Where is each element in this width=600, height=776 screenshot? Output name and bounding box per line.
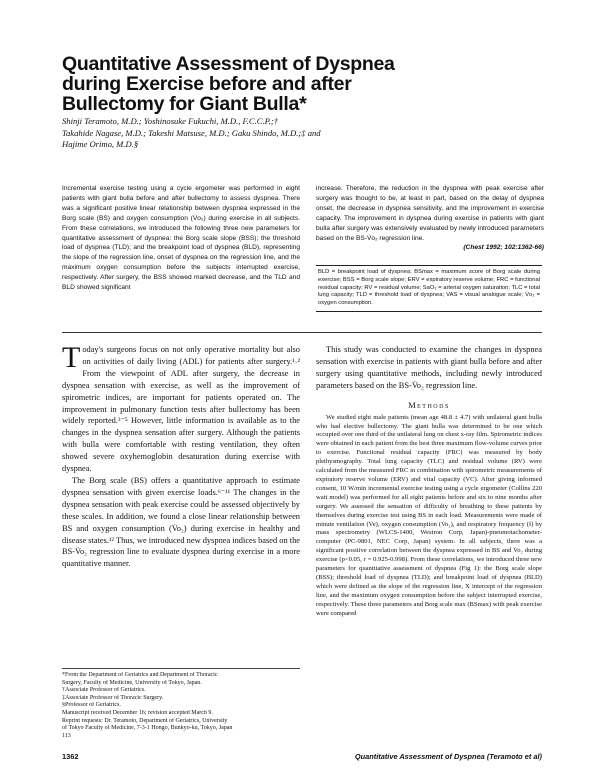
abbreviations-box: BLD = breakpoint load of dyspnea; BSmax = maximum score of Borg scale during exercise; BSS = Borg scale slope; ERV = expiratory reserve volume; FRC = functional residual capacity; RV = residual volume; SaO₂ = arterial oxygen saturation; TLC = total lung capacity; TLD = threshold load of dyspnea; VAS = visual analogue scale; V̇o₂ = oxygen consumption. <box>316 265 542 312</box>
drop-cap: T <box>62 341 81 374</box>
running-footer: Quantitative Assessment of Dyspnea (Teramoto et al) <box>354 752 542 761</box>
intro-left-column <box>62 341 300 570</box>
footnote-reprint-zip: 113 <box>62 732 71 739</box>
page-number: 1362 <box>62 752 79 761</box>
abstract-citation: (Chest 1992; 102:1362-66) <box>463 244 544 252</box>
author-list <box>62 116 462 151</box>
right-column <box>316 344 542 618</box>
footnote-manuscript: Manuscript received December 16; revision accepted March 9. <box>62 709 213 716</box>
footnote-reprint-cont: of Tokyo Faculty of Medicine, 7-3-1 Hongo, Bunkyo-ku, Tokyo, Japan <box>62 725 233 732</box>
author-line-1: Shinji Teramoto, M.D.; Yoshinosuke Fukuchi, M.D., F.C.C.P.;† <box>62 116 279 126</box>
article-title <box>62 54 482 114</box>
footnote-section: §Professor of Geriatrics. <box>62 702 121 709</box>
title-line-1: Quantitative Assessment of Dyspnea <box>62 53 395 75</box>
footnotes <box>62 668 300 740</box>
author-line-2: Takahide Nagase, M.D.; Takeshi Matsuse, M.D.; Gaku Shindo, M.D.;‡ and <box>62 127 321 138</box>
intro-paragraph-3: This study was conducted to examine the changes in dyspnea sensation with exercise in patients with giant bulla before and after surgery using quantitative methods, including newly introduced parameters based on the BS-V̇o₂ regression line. <box>316 345 542 390</box>
footnote-dagger: †Associate Professor of Geriatrics. <box>62 687 146 694</box>
methods-text: We studied eight male patients (mean age 48.8 ± 4.7) with unilateral giant bulla who had elective bullectomy. The giant bulla was determined to be one which occupied over one third of the unilateral lung on chest x-ray film. Spirometric indices were obtained in each patient from the best three maximum flow-volume curves prior to exercise. Functional residual capacity (FRC) was measured by body plethysmography. Total lung capacity (TLC) and residual volume (RV) were calculated from the measured FRC in combination with spirometric measurements of expiratory reserve volume (ERV) and vital capacity (VC). After giving informed consent, 10 W/min incremental exercise testing using a cycle ergometer (Collins 220 watt model) was performed for all eight patients before and six to nine months after surgery. We assessed the sensation of difficulty of breathing to these patients by themselves during exercise test using BS in each load. Measurements were made of minute ventilation (V̇e), oxygen consumption (V̇o₂), and respiratory frequency (f) by mass spectrometry (WLCS-1400, Westron Corp, Japan)-pneumotachometer-computer (PC-9801, NEC Corp, Japan) system. In all subjects, there was a significant positive correlation between the dyspnea expressed in BS and V̇o₂ during exercise (p<0.05, r = 0.925-0.998). From these correlations, we introduced three new parameters for quantitative assessment of dyspnea (Fig 1): the Borg scale slope (BSS); threshold load of dyspnea (TLD); and breakpoint load of dyspnea (BLD) which were defined as the slope of the regression line, X intercept of the regression line, and the maximum oxygen consumption before the subject interrupted exercise, respectively. These three parameters and Borg scale max (BSmax) with peak exercise were compared <box>316 413 542 617</box>
title-line-2: during Exercise before and after <box>62 73 352 95</box>
author-line-3: Hajime Orimo, M.D.§ <box>62 139 139 149</box>
footnote-affiliation: *From the Department of Geriatrics and Department of Thoracic <box>62 672 218 678</box>
methods-heading: Methods <box>408 400 450 410</box>
footnote-reprint: Reprint requests: Dr. Teramoto, Department of Geriatrics, University <box>62 717 228 724</box>
abstract-left-column: Incremental exercise testing using a cycle ergometer was performed in eight patients with giant bulla before and after bullectomy to assess dyspnea. There was a significant positive linear relationship between dyspnea expressed in the Borg scale (BS) and oxygen consumption (V̇o₂) during exercise in all subjects. From these correlations, we introduced the following three new parameters for quantitative assessment of dyspnea: the Borg scale slope (BSS); the threshold load of dyspnea (TLD); and the breakpoint load of dyspnea (BLD), representing the slope of the regression line, onset of dyspnea on the regression line, and the maximum oxygen consumption before the subjects interrupted exercise, respectively. After surgery, the BSS showed marked decrease, and the TLD and BLD showed significant <box>62 185 300 292</box>
abstract-right-text: increase. Therefore, the reduction in the dyspnea with peak exercise after surgery was thought to be, at least in part, based on the delay of dyspnea onset, the decrease in dyspnea sensitivity, and the improvement in exercise capacity. The improvement in dyspnea during exercise in patients with giant bulla after surgery was extensively evaluated by newly introduced parameters based on the BS-V̇o₂ regression line. <box>316 185 544 242</box>
section-divider <box>62 332 542 333</box>
intro-paragraph-1 <box>62 341 300 475</box>
footnote-double-dagger: ‡Associate Professor of Thoracic Surgery. <box>62 694 164 701</box>
abstract-right-column <box>316 184 544 253</box>
intro-paragraph-2: The Borg scale (BS) offers a quantitative approach to estimate dyspnea sensation with given exercise loads.⁶⁻¹¹ The changes in the dyspnea sensation with peak exercise could be assessed objectively by these scales. In addition, we found a close linear relationship between BS and oxygen consumption (V̇o₂) during exercise in healthy and disease states.¹² Thus, we introduced new dyspnea indices based on the BS-V̇o₂ regression line to evaluate dyspnea during exercise in a more quantitative manner. <box>62 475 300 569</box>
footnote-affiliation-cont: Surgery, Faculty of Medicine, University of Tokyo, Japan. <box>62 679 202 686</box>
intro-paragraph-1-text: oday's surgeons focus on not only operative mortality but also on activities of daily living (ADL) for patients after surgery.¹˒² From the viewpoint of ADL after surgery, the decrease in dyspnea sensation with exercise, as well as the improvement of spirometric indices, are important for patients operated on. The improvement in pulmonary function tests after bullectomy has been widely reported.³⁻⁵ However, little information is available as to the changes in the dyspnea sensation after surgery. Although the patients with bulla were comfortable with resting ventilation, they often showed severe oxyhemoglobin desaturation during exercise with dyspnea. <box>62 345 300 474</box>
title-line-3: Bullectomy for Giant Bulla* <box>62 93 307 115</box>
